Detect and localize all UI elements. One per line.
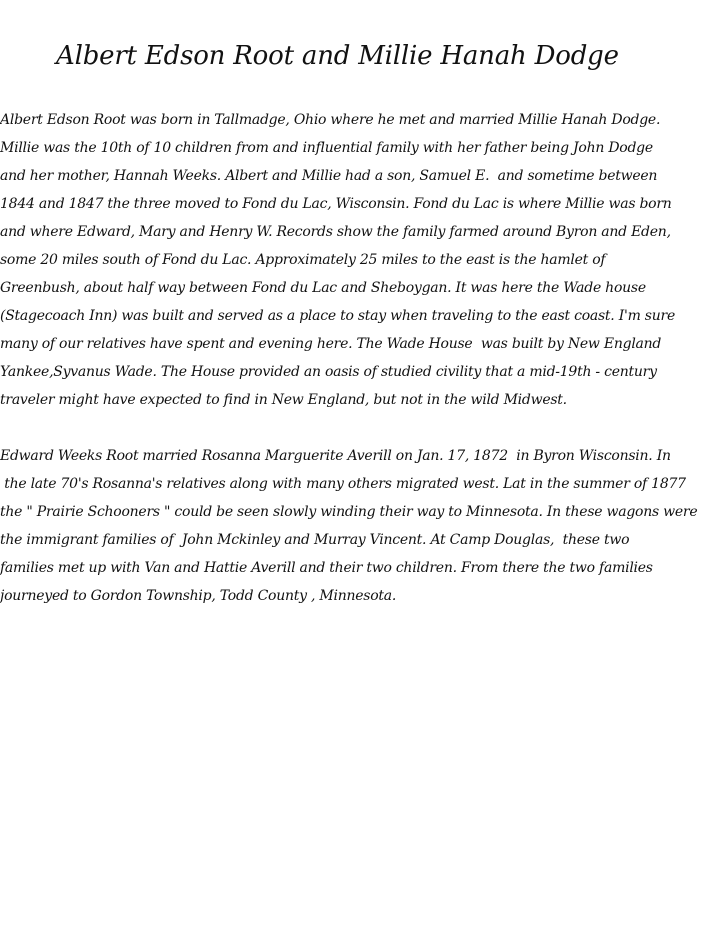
text-line: journeyed to Gordon Township, Todd County , Minnesota. xyxy=(0,588,397,604)
text-line: and her mother, Hannah Weeks. Albert and Millie had a son, Samuel E. and sometime between xyxy=(0,168,658,184)
text-line: many of our relatives have spent and evening here. The Wade House was built by New England xyxy=(0,336,662,352)
text-line: the immigrant families of John Mckinley and Murray Vincent. At Camp Douglas, these two xyxy=(0,532,630,548)
text-line: Edward Weeks Root married Rosanna Marguerite Averill on Jan. 17, 1872 in Byron Wisconsin. In xyxy=(0,448,671,464)
document-title: Albert Edson Root and Millie Hanah Dodge xyxy=(56,41,619,71)
text-line: families met up with Van and Hattie Averill and their two children. From there the two families xyxy=(0,560,653,576)
text-line: the late 70's Rosanna's relatives along with many others migrated west. Lat in the summer of 1877 xyxy=(0,476,686,492)
text-line: 1844 and 1847 the three moved to Fond du Lac, Wisconsin. Fond du Lac is where Millie was born xyxy=(0,196,672,212)
text-line: (Stagecoach Inn) was built and served as a place to stay when traveling to the east coast. I'm sure xyxy=(0,308,675,324)
text-line: Greenbush, about half way between Fond du Lac and Sheboygan. It was here the Wade house xyxy=(0,280,646,296)
paragraph-albert-and-millie xyxy=(0,106,715,414)
text-line: traveler might have expected to find in New England, but not in the wild Midwest. xyxy=(0,392,567,408)
text-line: the " Prairie Schooners " could be seen slowly winding their way to Minnesota. In these wagons were xyxy=(0,504,698,520)
text-line: some 20 miles south of Fond du Lac. Approximately 25 miles to the east is the hamlet of xyxy=(0,252,606,268)
paragraph-edward-and-rosanna xyxy=(0,442,715,610)
text-line: Millie was the 10th of 10 children from and influential family with her father being John Dodge xyxy=(0,140,653,156)
text-line: Albert Edson Root was born in Tallmadge, Ohio where he met and married Millie Hanah Dodge. xyxy=(0,112,661,128)
text-line: Yankee,Syvanus Wade. The House provided an oasis of studied civility that a mid-19th - century xyxy=(0,364,657,380)
text-line: and where Edward, Mary and Henry W. Records show the family farmed around Byron and Eden, xyxy=(0,224,671,240)
